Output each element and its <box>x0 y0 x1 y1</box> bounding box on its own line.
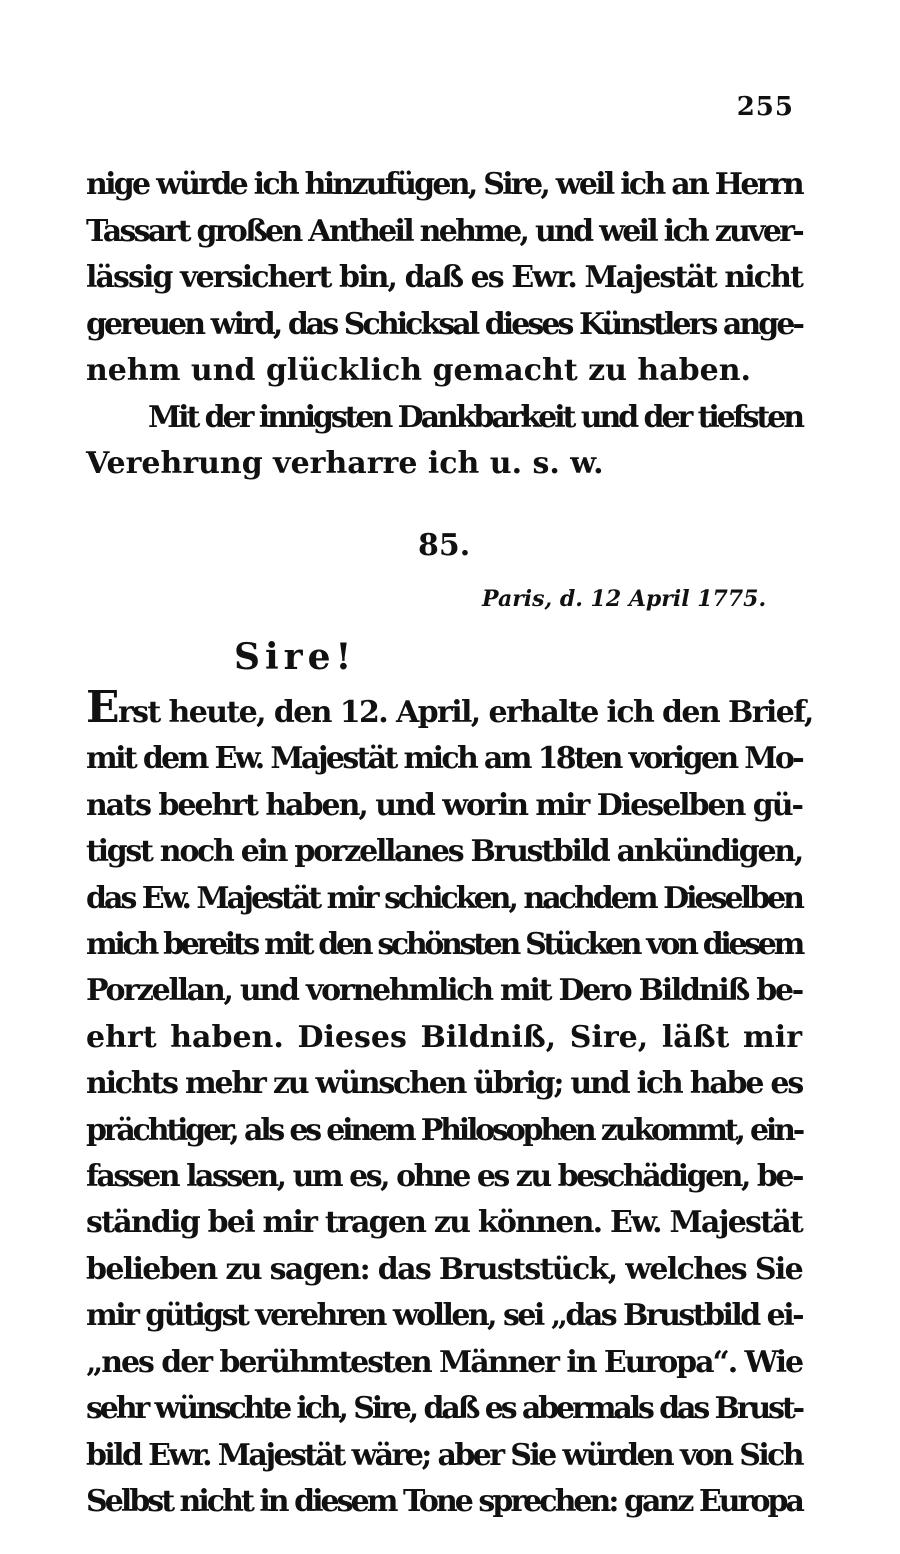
text-line: nehm und glücklich gemacht zu haben. <box>86 353 751 388</box>
text-line: tigst noch ein porzellanes Brustbild ankündigen, <box>86 834 802 870</box>
text-line: ständig bei mir tragen zu können. Ew. Majestät <box>86 1205 802 1241</box>
text-line: Mit der innigsten Dankbarkeit und der tiefsten <box>148 399 802 435</box>
text-line: belieben zu sagen: das Bruststück, welches Sie <box>86 1251 802 1287</box>
text-line: mich bereits mit den schönsten Stücken von diesem <box>86 927 802 963</box>
text-line: Porzellan, und vornehmlich mit Dero Bildniß be- <box>86 973 802 1009</box>
text-line: lässig versichert bin, daß es Ewr. Majestät nicht <box>86 260 802 295</box>
text-line: Tassart großen Antheil nehme, und weil ich zuver- <box>86 213 802 249</box>
text-line: Selbst nicht in diesem Tone sprechen: ganz Europa <box>86 1483 802 1519</box>
letter-body <box>86 682 813 1525</box>
text-line: fassen lassen, um es, ohne es zu beschädigen, be- <box>86 1159 802 1195</box>
text-line: mir gütigst verehren wollen, sei „das Brustbild ei- <box>86 1298 802 1334</box>
text-line: mit dem Ew. Majestät mich am 18ten vorigen Mo- <box>86 741 802 777</box>
drop-cap: E <box>86 682 118 733</box>
letter-number: 85. <box>418 528 471 563</box>
salutation: Sire! <box>234 636 357 678</box>
text-line: ehrt haben. Dieses Bildniß, Sire, läßt mir <box>86 1019 802 1055</box>
text-line: nats beehrt haben, und worin mir Dieselben gü- <box>86 787 802 823</box>
page-number: 255 <box>736 92 794 122</box>
dateline: Paris, d. 12 April 1775. <box>482 586 767 612</box>
text-line: prächtiger, als es einem Philosophen zukommt, ein- <box>86 1112 802 1148</box>
text-line: „nes der berühmtesten Männer in Europa“. Wie <box>86 1344 802 1380</box>
letter-conclusion <box>86 162 802 488</box>
text-line-first-rest: rst heute, den 12. April, erhalte ich den Brief, <box>117 695 813 730</box>
text-line: gereuen wird, das Schicksal dieses Künstlers ange- <box>86 306 802 342</box>
text-line: sehr wünschte ich, Sire, daß es abermals das Brust- <box>86 1391 802 1427</box>
text-line-first <box>86 682 813 736</box>
text-line: bild Ewr. Majestät wäre; aber Sie würden von Sich <box>86 1437 803 1473</box>
text-line: das Ew. Majestät mir schicken, nachdem Dieselben <box>86 880 802 916</box>
text-line: nige würde ich hinzufügen, Sire, weil ich an Herrn <box>86 167 802 202</box>
text-line: Verehrung verharre ich u. s. w. <box>86 446 604 481</box>
text-line: nichts mehr zu wünschen übrig; und ich habe es <box>86 1066 802 1102</box>
